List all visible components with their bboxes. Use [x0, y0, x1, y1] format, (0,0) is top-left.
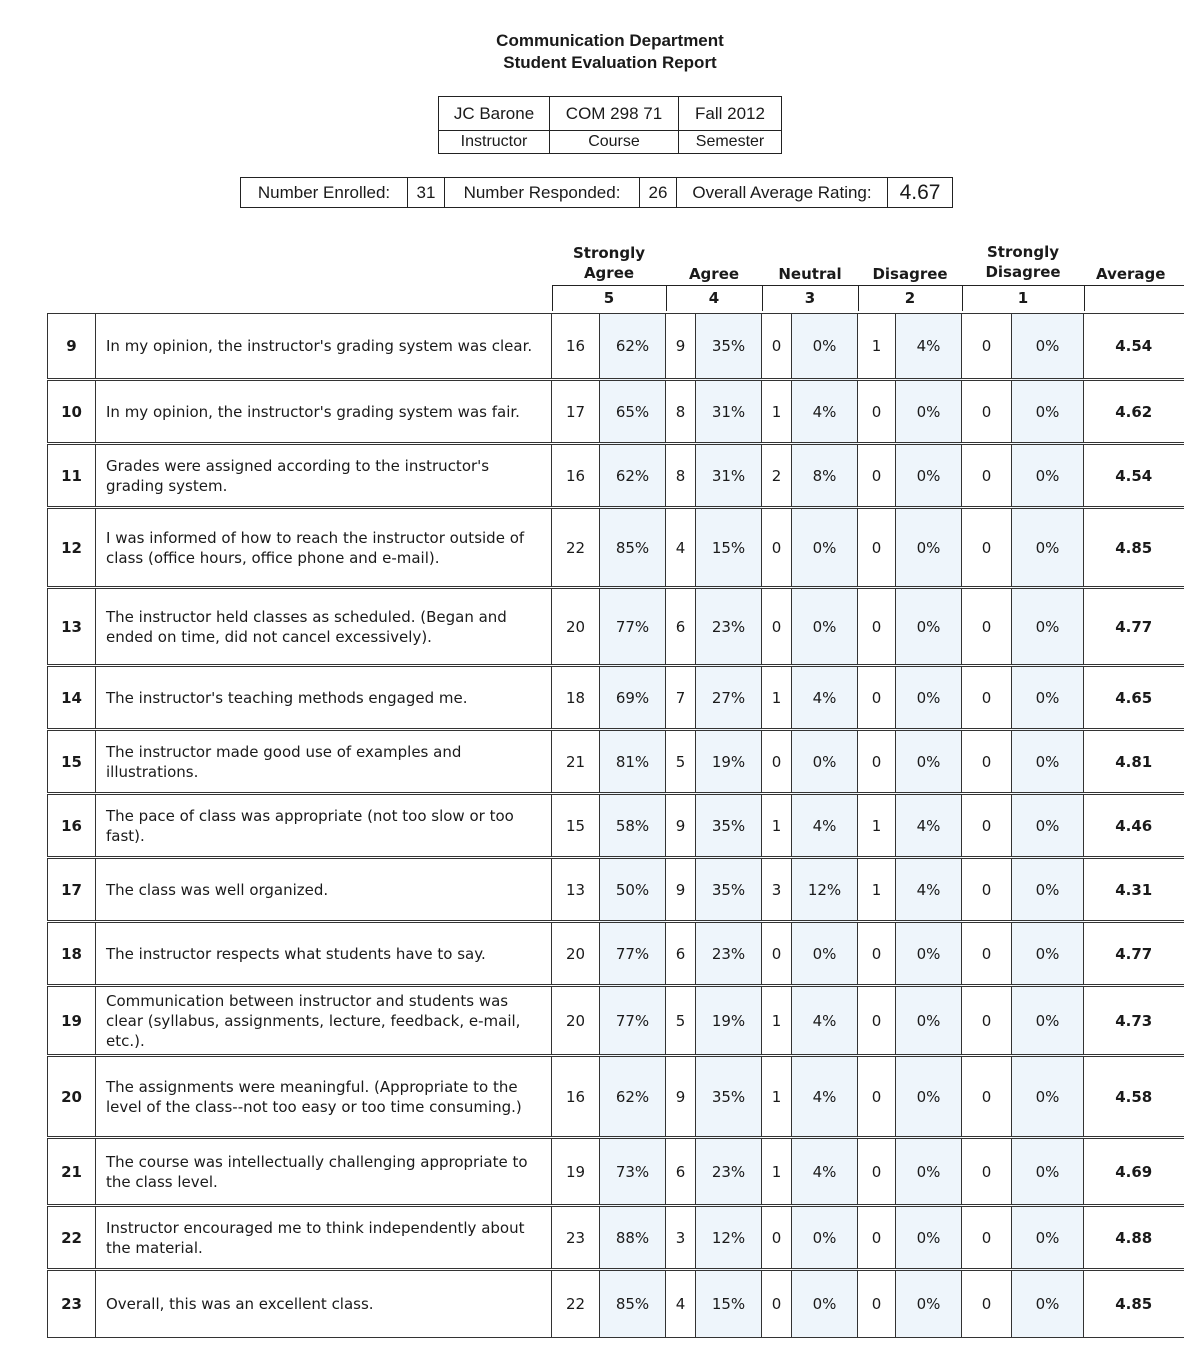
response-count-sd: 0: [962, 794, 1012, 858]
question-text: The pace of class was appropriate (not too slow or too fast).: [96, 794, 552, 858]
response-percent-sa: 85%: [600, 1270, 666, 1338]
response-percent-a: 23%: [696, 1138, 762, 1206]
response-count-sd: 0: [962, 1138, 1012, 1206]
response-percent-sa: 62%: [600, 314, 666, 380]
response-count-a: 7: [666, 666, 696, 730]
response-count-d: 0: [858, 1270, 896, 1338]
evaluation-table: [47, 313, 1184, 1338]
response-percent-a: 35%: [696, 858, 762, 922]
question-average: 4.58: [1084, 1056, 1184, 1138]
responded-value: 26: [640, 178, 677, 208]
response-count-sa: 15: [552, 794, 600, 858]
response-percent-n: 0%: [792, 1270, 858, 1338]
response-count-a: 5: [666, 986, 696, 1056]
response-count-a: 4: [666, 1270, 696, 1338]
response-count-d: 0: [858, 1138, 896, 1206]
question-average: 4.54: [1084, 314, 1184, 380]
table-row: [48, 314, 1184, 380]
response-percent-sa: 88%: [600, 1206, 666, 1270]
response-percent-sd: 0%: [1012, 1270, 1084, 1338]
table-row: [48, 444, 1184, 508]
response-count-sa: 21: [552, 730, 600, 794]
response-count-sd: 0: [962, 380, 1012, 444]
response-percent-a: 27%: [696, 666, 762, 730]
table-row: [48, 380, 1184, 444]
response-percent-n: 0%: [792, 730, 858, 794]
table-row: [48, 1206, 1184, 1270]
response-percent-sd: 0%: [1012, 858, 1084, 922]
response-count-d: 0: [858, 508, 896, 588]
question-average: 4.46: [1084, 794, 1184, 858]
question-number: 14: [48, 666, 96, 730]
question-number: 16: [48, 794, 96, 858]
response-count-sa: 13: [552, 858, 600, 922]
response-percent-a: 15%: [696, 508, 762, 588]
response-count-d: 0: [858, 986, 896, 1056]
header-neutral: Neutral: [778, 265, 842, 283]
header-agree: Agree: [688, 265, 740, 283]
question-average: 4.65: [1084, 666, 1184, 730]
response-count-a: 5: [666, 730, 696, 794]
response-percent-d: 0%: [896, 1206, 962, 1270]
course-label: Course: [550, 131, 679, 154]
response-count-sd: 0: [962, 508, 1012, 588]
response-count-sa: 22: [552, 508, 600, 588]
report-title-department: Communication Department: [496, 31, 724, 50]
question-number: 18: [48, 922, 96, 986]
question-number: 20: [48, 1056, 96, 1138]
response-count-sa: 16: [552, 314, 600, 380]
question-text: The course was intellectually challenging appropriate to the class level.: [96, 1138, 552, 1206]
response-count-sd: 0: [962, 1206, 1012, 1270]
response-percent-d: 0%: [896, 986, 962, 1056]
header-strongly-disagree: Strongly Disagree: [985, 243, 1061, 281]
response-count-n: 2: [762, 444, 792, 508]
table-row: [48, 794, 1184, 858]
response-count-n: 0: [762, 922, 792, 986]
response-percent-d: 0%: [896, 730, 962, 794]
response-percent-sd: 0%: [1012, 588, 1084, 666]
table-row: [48, 1056, 1184, 1138]
response-count-d: 0: [858, 730, 896, 794]
semester-label: Semester: [679, 131, 782, 154]
question-text: Grades were assigned according to the instructor's grading system.: [96, 444, 552, 508]
response-percent-d: 0%: [896, 588, 962, 666]
question-text: Instructor encouraged me to think independently about the material.: [96, 1206, 552, 1270]
response-percent-d: 0%: [896, 508, 962, 588]
response-percent-sa: 85%: [600, 508, 666, 588]
question-text: Communication between instructor and students was clear (syllabus, assignments, lecture, feedback, e-mail, etc.).: [96, 986, 552, 1056]
response-percent-a: 12%: [696, 1206, 762, 1270]
response-percent-d: 0%: [896, 444, 962, 508]
table-row: [48, 508, 1184, 588]
header-strongly-agree: Strongly Agree: [572, 244, 645, 282]
header-disagree: Disagree: [872, 265, 948, 283]
response-percent-n: 4%: [792, 1138, 858, 1206]
scale-4: 4: [708, 289, 720, 307]
course-value: COM 298 71: [550, 97, 679, 131]
response-count-sd: 0: [962, 444, 1012, 508]
response-count-n: 3: [762, 858, 792, 922]
question-text: The instructor held classes as scheduled. (Began and ended on time, did not cancel excessively).: [96, 588, 552, 666]
response-percent-d: 4%: [896, 858, 962, 922]
response-count-a: 6: [666, 1138, 696, 1206]
table-row: [48, 922, 1184, 986]
enrolled-label: Number Enrolled:: [241, 178, 408, 208]
response-percent-n: 8%: [792, 444, 858, 508]
response-percent-n: 4%: [792, 986, 858, 1056]
header-average: Average: [1096, 265, 1166, 283]
response-count-a: 9: [666, 314, 696, 380]
response-percent-a: 31%: [696, 380, 762, 444]
question-average: 4.85: [1084, 508, 1184, 588]
response-percent-d: 4%: [896, 794, 962, 858]
response-percent-d: 0%: [896, 1270, 962, 1338]
question-text: The assignments were meaningful. (Appropriate to the level of the class--not too easy or too time consuming.): [96, 1056, 552, 1138]
response-percent-sa: 81%: [600, 730, 666, 794]
response-percent-n: 0%: [792, 1206, 858, 1270]
question-text: In my opinion, the instructor's grading system was fair.: [96, 380, 552, 444]
overall-average-value: 4.67: [888, 178, 953, 208]
response-percent-d: 0%: [896, 1056, 962, 1138]
response-percent-sd: 0%: [1012, 314, 1084, 380]
response-percent-sd: 0%: [1012, 1206, 1084, 1270]
response-count-sd: 0: [962, 858, 1012, 922]
response-percent-n: 4%: [792, 1056, 858, 1138]
response-count-d: 1: [858, 858, 896, 922]
response-count-sa: 20: [552, 588, 600, 666]
overall-average-label: Overall Average Rating:: [677, 178, 888, 208]
scale-1: 1: [1017, 289, 1029, 307]
response-count-n: 1: [762, 1056, 792, 1138]
response-count-n: 1: [762, 794, 792, 858]
response-count-n: 0: [762, 508, 792, 588]
response-percent-sd: 0%: [1012, 922, 1084, 986]
question-number: 21: [48, 1138, 96, 1206]
question-text: The instructor's teaching methods engaged me.: [96, 666, 552, 730]
response-count-d: 0: [858, 666, 896, 730]
response-count-d: 0: [858, 380, 896, 444]
response-count-a: 8: [666, 380, 696, 444]
response-percent-n: 4%: [792, 666, 858, 730]
scale-2: 2: [904, 289, 916, 307]
response-percent-a: 35%: [696, 794, 762, 858]
question-text: Overall, this was an excellent class.: [96, 1270, 552, 1338]
question-average: 4.31: [1084, 858, 1184, 922]
response-percent-sd: 0%: [1012, 730, 1084, 794]
question-number: 12: [48, 508, 96, 588]
response-percent-sd: 0%: [1012, 508, 1084, 588]
response-count-n: 1: [762, 666, 792, 730]
response-percent-a: 19%: [696, 986, 762, 1056]
table-row: [48, 1270, 1184, 1338]
response-count-n: 0: [762, 1206, 792, 1270]
instructor-value: JC Barone: [439, 97, 550, 131]
question-number: 17: [48, 858, 96, 922]
response-count-a: 6: [666, 922, 696, 986]
question-text: The instructor made good use of examples and illustrations.: [96, 730, 552, 794]
response-count-n: 0: [762, 314, 792, 380]
response-percent-n: 0%: [792, 922, 858, 986]
response-count-d: 0: [858, 1206, 896, 1270]
response-count-d: 0: [858, 1056, 896, 1138]
response-count-sd: 0: [962, 730, 1012, 794]
question-average: 4.69: [1084, 1138, 1184, 1206]
response-count-a: 9: [666, 858, 696, 922]
response-count-a: 8: [666, 444, 696, 508]
response-percent-sd: 0%: [1012, 444, 1084, 508]
question-average: 4.73: [1084, 986, 1184, 1056]
response-percent-a: 23%: [696, 922, 762, 986]
response-count-sa: 16: [552, 1056, 600, 1138]
response-percent-sd: 0%: [1012, 986, 1084, 1056]
response-percent-sa: 62%: [600, 1056, 666, 1138]
response-percent-sd: 0%: [1012, 666, 1084, 730]
question-average: 4.62: [1084, 380, 1184, 444]
table-row: [48, 588, 1184, 666]
response-count-sa: 16: [552, 444, 600, 508]
enrolled-value: 31: [408, 178, 445, 208]
response-count-sd: 0: [962, 1056, 1012, 1138]
response-count-d: 1: [858, 794, 896, 858]
response-percent-d: 0%: [896, 1138, 962, 1206]
report-title: Student Evaluation Report: [503, 53, 717, 72]
response-percent-sd: 0%: [1012, 1056, 1084, 1138]
question-number: 22: [48, 1206, 96, 1270]
response-count-n: 0: [762, 588, 792, 666]
question-number: 11: [48, 444, 96, 508]
question-text: I was informed of how to reach the instructor outside of class (office hours, office phone and e-mail).: [96, 508, 552, 588]
response-percent-a: 19%: [696, 730, 762, 794]
question-number: 15: [48, 730, 96, 794]
question-number: 19: [48, 986, 96, 1056]
response-percent-n: 0%: [792, 588, 858, 666]
response-percent-a: 15%: [696, 1270, 762, 1338]
response-count-sa: 18: [552, 666, 600, 730]
instructor-label: Instructor: [439, 131, 550, 154]
table-row: [48, 1138, 1184, 1206]
response-percent-d: 4%: [896, 314, 962, 380]
response-percent-d: 0%: [896, 380, 962, 444]
response-count-sd: 0: [962, 922, 1012, 986]
question-average: 4.81: [1084, 730, 1184, 794]
responded-label: Number Responded:: [445, 178, 640, 208]
response-count-a: 9: [666, 794, 696, 858]
table-row: [48, 730, 1184, 794]
response-percent-sa: 77%: [600, 588, 666, 666]
response-percent-sa: 50%: [600, 858, 666, 922]
response-count-sd: 0: [962, 588, 1012, 666]
response-percent-n: 4%: [792, 380, 858, 444]
response-count-sa: 20: [552, 986, 600, 1056]
response-count-sd: 0: [962, 986, 1012, 1056]
question-number: 23: [48, 1270, 96, 1338]
response-percent-n: 12%: [792, 858, 858, 922]
response-count-n: 1: [762, 986, 792, 1056]
response-percent-sa: 77%: [600, 986, 666, 1056]
response-count-sa: 19: [552, 1138, 600, 1206]
semester-value: Fall 2012: [679, 97, 782, 131]
question-average: 4.77: [1084, 588, 1184, 666]
response-count-a: 4: [666, 508, 696, 588]
response-count-sd: 0: [962, 314, 1012, 380]
question-text: The instructor respects what students have to say.: [96, 922, 552, 986]
response-percent-n: 0%: [792, 508, 858, 588]
response-percent-a: 35%: [696, 1056, 762, 1138]
response-count-d: 0: [858, 588, 896, 666]
response-percent-a: 31%: [696, 444, 762, 508]
response-percent-sd: 0%: [1012, 380, 1084, 444]
response-summary-table: [240, 177, 953, 208]
response-count-n: 1: [762, 1138, 792, 1206]
response-count-d: 1: [858, 314, 896, 380]
question-average: 4.85: [1084, 1270, 1184, 1338]
response-percent-sd: 0%: [1012, 794, 1084, 858]
scale-3: 3: [804, 289, 816, 307]
response-count-sa: 20: [552, 922, 600, 986]
response-count-sa: 23: [552, 1206, 600, 1270]
response-percent-d: 0%: [896, 922, 962, 986]
response-percent-sa: 58%: [600, 794, 666, 858]
response-percent-n: 4%: [792, 794, 858, 858]
response-percent-a: 35%: [696, 314, 762, 380]
response-percent-sa: 62%: [600, 444, 666, 508]
table-row: [48, 986, 1184, 1056]
question-number: 13: [48, 588, 96, 666]
question-text: The class was well organized.: [96, 858, 552, 922]
response-count-sa: 22: [552, 1270, 600, 1338]
response-count-sd: 0: [962, 1270, 1012, 1338]
response-percent-sd: 0%: [1012, 1138, 1084, 1206]
question-average: 4.77: [1084, 922, 1184, 986]
response-count-n: 0: [762, 730, 792, 794]
question-text: In my opinion, the instructor's grading system was clear.: [96, 314, 552, 380]
response-count-a: 3: [666, 1206, 696, 1270]
response-percent-sa: 77%: [600, 922, 666, 986]
response-count-a: 9: [666, 1056, 696, 1138]
response-count-d: 0: [858, 922, 896, 986]
response-percent-n: 0%: [792, 314, 858, 380]
question-number: 10: [48, 380, 96, 444]
response-count-sd: 0: [962, 666, 1012, 730]
response-count-n: 0: [762, 1270, 792, 1338]
scale-cell-average: [1084, 285, 1184, 311]
table-row: [48, 666, 1184, 730]
question-number: 9: [48, 314, 96, 380]
question-average: 4.54: [1084, 444, 1184, 508]
response-count-d: 0: [858, 444, 896, 508]
response-percent-a: 23%: [696, 588, 762, 666]
table-row: [48, 858, 1184, 922]
response-percent-sa: 69%: [600, 666, 666, 730]
question-average: 4.88: [1084, 1206, 1184, 1270]
course-info-table: [438, 96, 782, 154]
response-count-sa: 17: [552, 380, 600, 444]
response-count-a: 6: [666, 588, 696, 666]
response-percent-d: 0%: [896, 666, 962, 730]
response-percent-sa: 73%: [600, 1138, 666, 1206]
response-count-n: 1: [762, 380, 792, 444]
response-percent-sa: 65%: [600, 380, 666, 444]
scale-5: 5: [603, 289, 615, 307]
